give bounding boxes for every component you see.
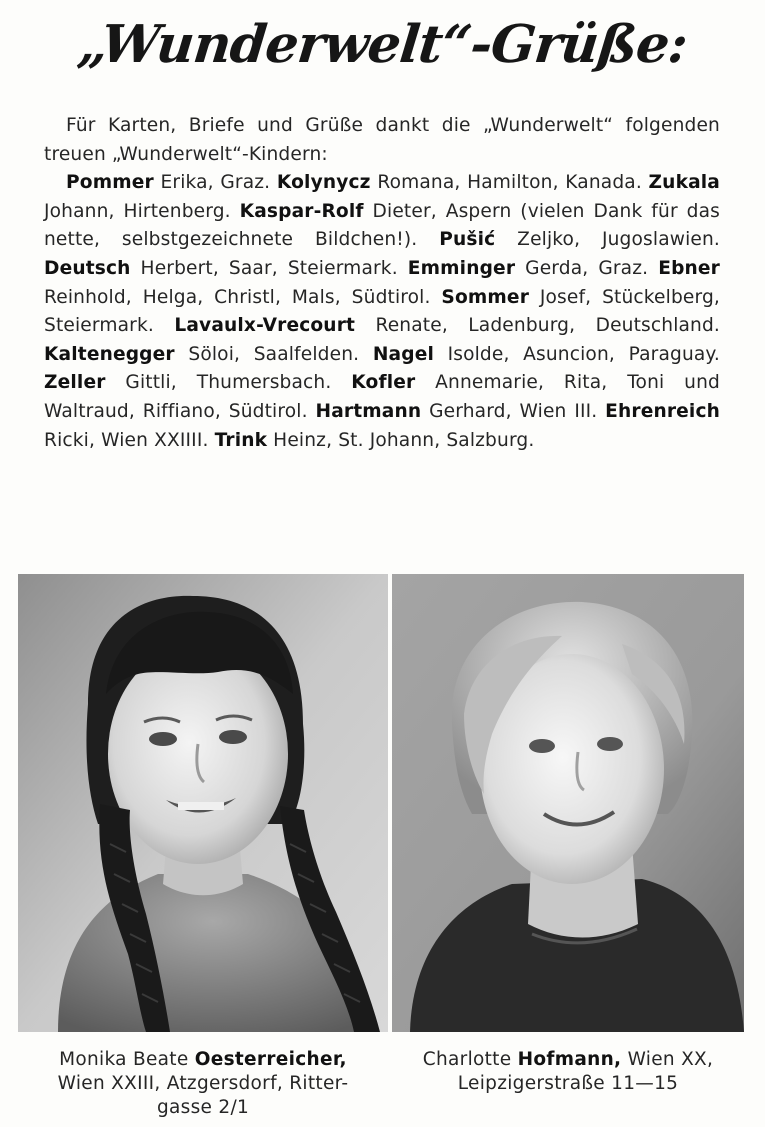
portrait-girl-braids — [18, 574, 388, 1032]
intro-paragraph: Für Karten, Briefe und Grüße dankt die „Wunderwelt“ folgenden treuen „Wunderwelt“-Kindern: — [44, 115, 720, 165]
caption-right-line1: Charlotte Hofmann, Wien XX, — [422, 1049, 714, 1070]
list-item: Kofler Annemarie, Rita, Toni und Waltraud, Riffiano, Südtirol. — [44, 372, 721, 422]
list-item: Zukala Johann, Hirtenberg. — [44, 172, 720, 222]
list-item: Nagel Isolde, Asuncion, Paraguay. — [372, 343, 720, 365]
greetings-text — [44, 112, 720, 455]
list-item: Pušić Zeljko, Jugoslawien. — [439, 229, 720, 251]
list-item: Zeller Gittli, Thumersbach. — [44, 372, 352, 394]
photo-right — [392, 574, 744, 1032]
list-item: Emminger Gerda, Graz. — [407, 257, 659, 279]
list-item: Deutsch Herbert, Saar, Steiermark. — [44, 257, 408, 279]
caption-left — [18, 1048, 388, 1120]
list-item: Ehrenreich Ricki, Wien XXIIII. — [44, 400, 721, 451]
list-item: Kaltenegger Söloi, Saalfelden. — [44, 343, 373, 365]
caption-right-line2: Leipzigerstraße 11—15 — [457, 1073, 679, 1094]
list-item: Lavaulx-Vrecourt Renate, Ladenburg, Deutschland. — [174, 315, 720, 337]
list-item: Kaspar-Rolf Dieter, Aspern (vielen Dank für das nette, selbstgezeichnete Bildchen!). — [44, 200, 720, 251]
caption-left-line2: Wien XXIII, Atzgersdorf, Ritter- — [57, 1073, 349, 1094]
portrait-girl-short-hair — [392, 574, 744, 1032]
caption-right — [392, 1048, 744, 1096]
list-item: Hartmann Gerhard, Wien III. — [315, 400, 606, 422]
caption-left-line1: Monika Beate Oesterreicher, — [59, 1049, 347, 1070]
list-item: Ebner Reinhold, Helga, Christl, Mals, Südtirol. — [44, 257, 720, 308]
list-item: Kolynycz Romana, Hamilton, Kanada. — [276, 172, 649, 194]
page-title: „Wunderwelt“-Grüße: — [75, 14, 690, 75]
caption-left-line3: gasse 2/1 — [156, 1097, 250, 1118]
names-paragraph — [44, 169, 720, 455]
list-item: Sommer Josef, Stückelberg, Steiermark. — [44, 286, 720, 337]
list-item: Trink Heinz, St. Johann, Salzburg. — [214, 429, 535, 451]
list-item: Pommer Erika, Graz. — [66, 172, 277, 194]
photo-left — [18, 574, 388, 1032]
